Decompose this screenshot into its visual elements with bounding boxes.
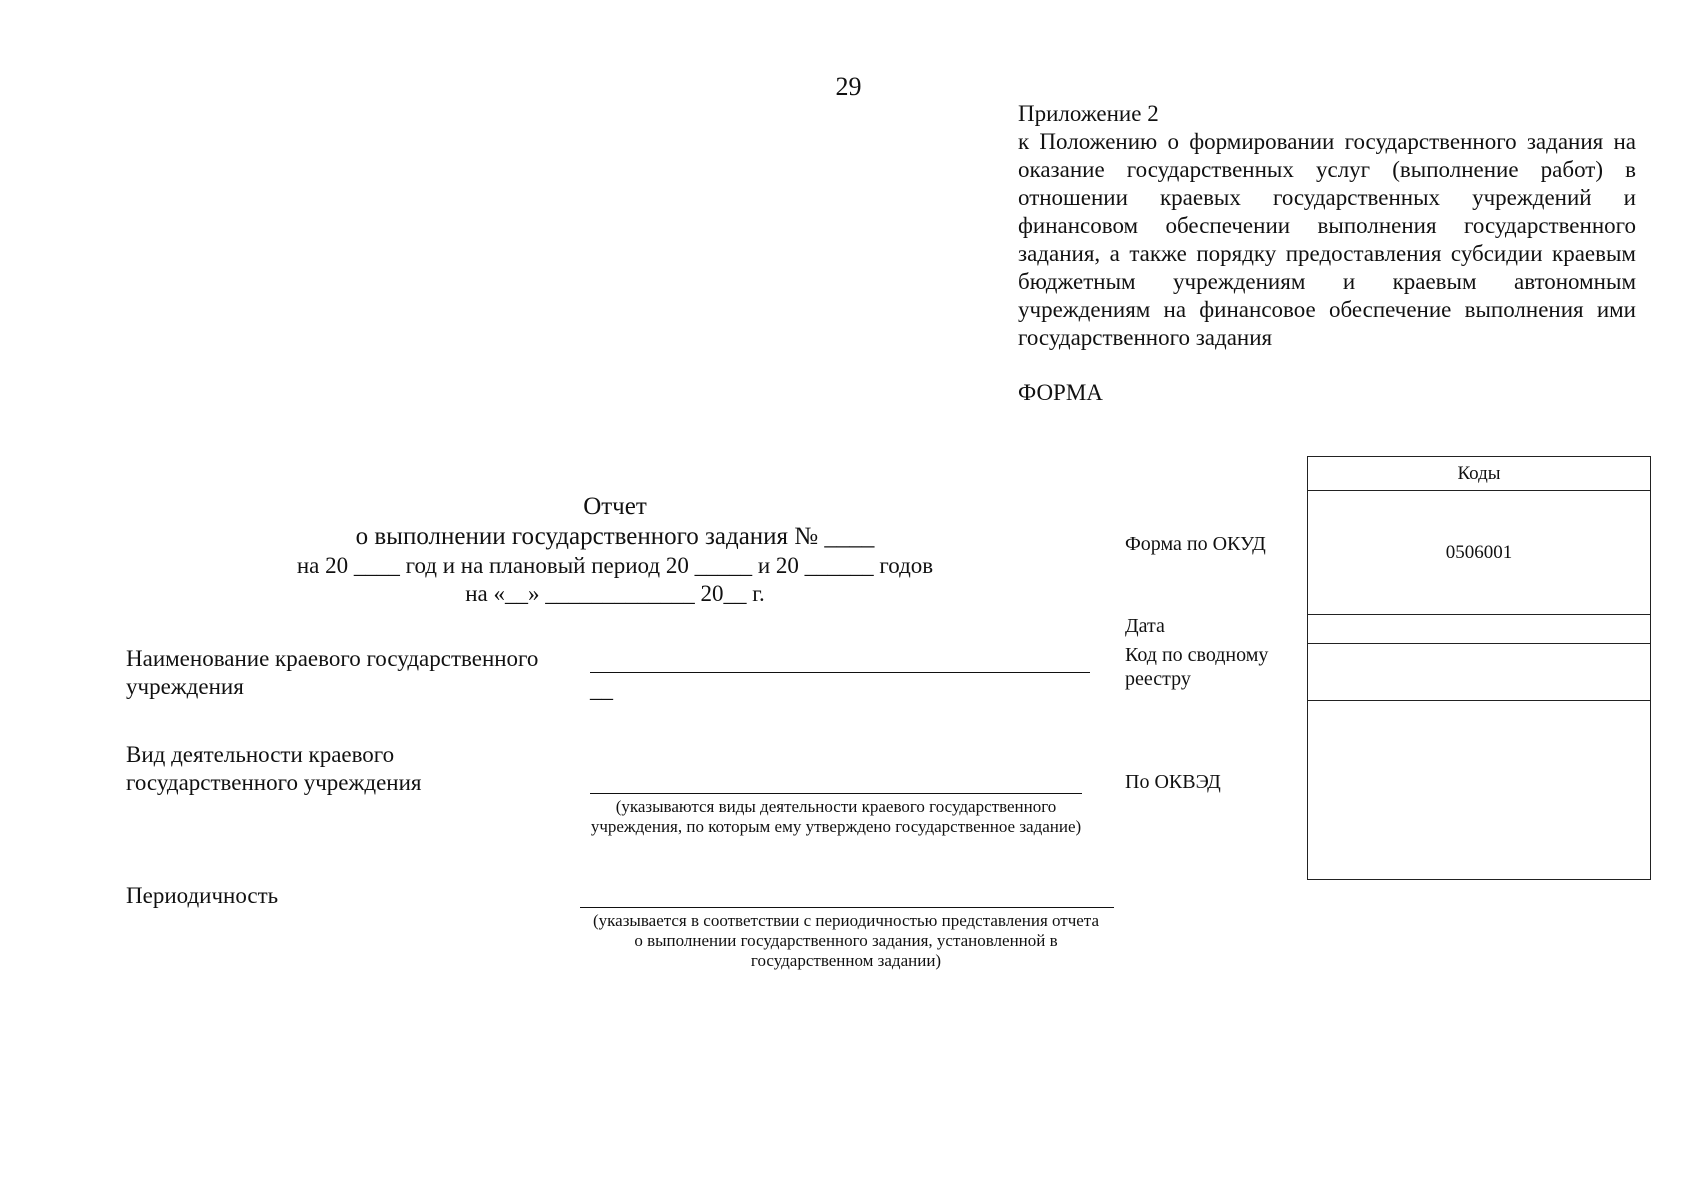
okved-code-cell[interactable] xyxy=(1308,701,1650,878)
codes-header: Коды xyxy=(1308,457,1650,491)
codes-table xyxy=(1307,456,1651,880)
periodicity-line[interactable] xyxy=(580,907,1114,908)
periodicity-note: (указывается в соответствии с периодичностью представления отчета о выполнении государственного задания, установленной в государственном задании) xyxy=(593,911,1099,970)
institution-name-tail: __ xyxy=(590,677,613,702)
okud-code-cell[interactable]: 0506001 xyxy=(1308,491,1650,615)
activity-label: Вид деятельности краевого государственного учреждения xyxy=(126,742,422,795)
appendix-block xyxy=(1018,100,1636,352)
institution-name-line[interactable] xyxy=(590,672,1090,673)
okved-label: По ОКВЭД xyxy=(1125,771,1221,793)
report-subtitle: о выполнении государственного задания № ____ xyxy=(355,523,875,550)
appendix-title: Приложение 2 xyxy=(1018,101,1159,126)
appendix-text: к Положению о формировании государственного задания на оказание государственных услуг (выполнение работ) в отношении краевых государственных учреждений и финансовом обеспечении выполнения государственного задания, а также порядку предоставления субсидии краевым бюджетным учреждениям и краевым автономным учреждениям на финансовое обеспечение выполнения ими государственного задания xyxy=(1018,129,1636,350)
registry-code-cell[interactable] xyxy=(1308,644,1650,701)
activity-line[interactable] xyxy=(590,793,1082,794)
report-heading xyxy=(150,492,1080,608)
activity-note: (указываются виды деятельности краевого государственного учреждения, по которым ему утверждено государственное задание) xyxy=(590,797,1082,836)
forma-label: ФОРМА xyxy=(1018,380,1103,405)
report-period: на 20 ____ год и на плановый период 20 _____ и 20 ______ годов xyxy=(296,553,934,578)
page-number: 29 xyxy=(835,72,862,101)
periodicity-label: Периодичность xyxy=(126,883,279,908)
report-title: Отчет xyxy=(583,493,647,520)
institution-name-label: Наименование краевого государственного учреждения xyxy=(126,646,539,699)
okud-label: Форма по ОКУД xyxy=(1125,533,1266,555)
report-date-line: на «__» _____________ 20__ г. xyxy=(465,581,765,606)
registry-label: Код по сводному реестру xyxy=(1125,644,1269,690)
date-label: Дата xyxy=(1125,615,1165,637)
date-code-cell[interactable] xyxy=(1308,615,1650,644)
